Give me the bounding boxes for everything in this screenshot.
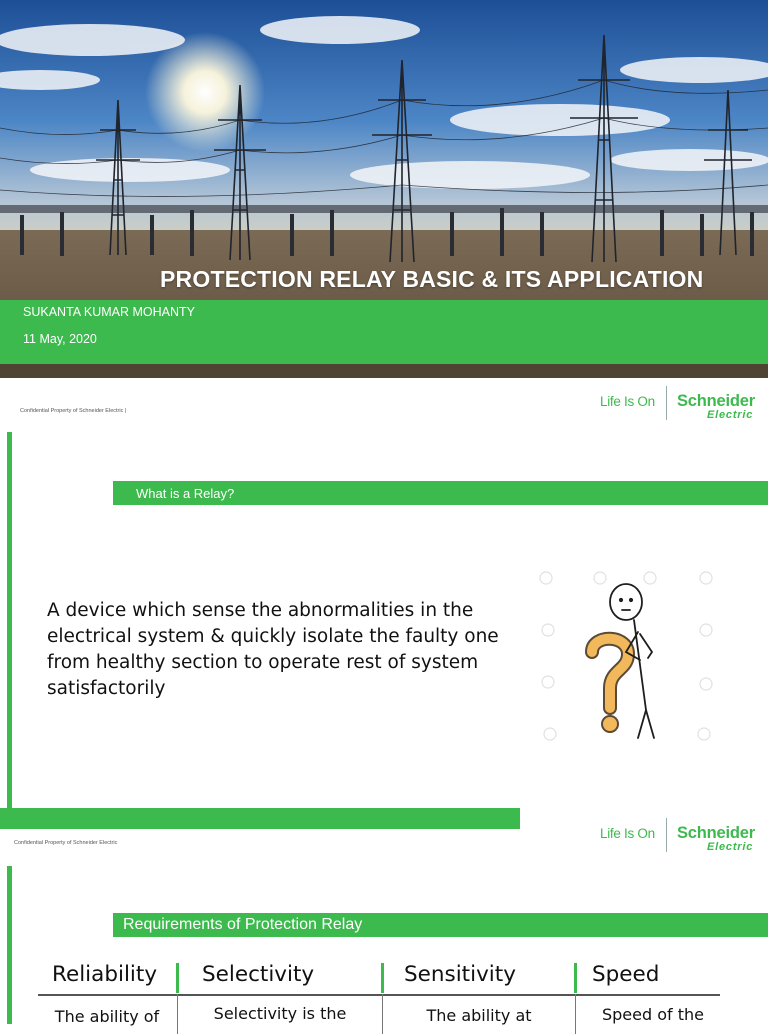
column-divider: [177, 994, 178, 1034]
cell-reliability-text: The ability of: [54, 1007, 160, 1026]
logo-divider-2: [666, 818, 667, 852]
electric-logo-text-2: Electric: [707, 841, 754, 853]
life-is-on-tagline: Life Is On: [600, 394, 655, 409]
column-divider: [382, 994, 383, 1034]
cell-sensitivity-text: The ability at: [426, 1006, 532, 1025]
slide2-left-accent: [7, 432, 12, 808]
slide3-left-accent: [7, 866, 12, 1024]
electric-logo-text: Electric: [707, 409, 754, 421]
column-divider: [176, 963, 179, 993]
life-is-on-tagline-2: Life Is On: [600, 826, 655, 841]
slide-footer-2: [0, 814, 768, 864]
col-title-reliability: Reliability: [52, 962, 158, 987]
section-heading-what-is-relay: What is a Relay?: [136, 486, 235, 501]
confidential-notice-2: Confidential Property of Schneider Electric: [14, 840, 118, 846]
relay-definition: A device which sense the abnormalities in the electrical system & quickly isolate the faulty one from healthy section to operate rest of system satisfactorily: [47, 600, 499, 699]
column-divider: [575, 994, 576, 1034]
cell-speed-text: Speed of the: [601, 1005, 704, 1024]
schneider-logo: Schneider: [677, 392, 755, 410]
column-divider: [574, 963, 577, 993]
col-title-speed: Speed: [592, 962, 660, 987]
presentation-title: PROTECTION RELAY BASIC & ITS APPLICATION: [160, 266, 704, 292]
schneider-logo-2: Schneider: [677, 824, 755, 842]
cell-selectivity-text: Selectivity is the: [213, 1004, 347, 1023]
logo-divider: [666, 386, 667, 420]
confidential-notice: Confidential Property of Schneider Electric |: [20, 408, 127, 414]
slide-footer-1: [0, 380, 768, 430]
section-heading-requirements: Requirements of Protection Relay: [123, 916, 363, 933]
table-header-rule: [38, 994, 720, 996]
author-name: SUKANTA KUMAR MOHANTY: [23, 305, 196, 319]
presentation-date: 11 May, 2020: [23, 332, 97, 346]
thinking-figure-illustration: [530, 560, 730, 750]
col-title-sensitivity: Sensitivity: [404, 962, 516, 987]
title-slide: [0, 0, 768, 378]
col-title-selectivity: Selectivity: [202, 962, 315, 987]
column-divider: [381, 963, 384, 993]
